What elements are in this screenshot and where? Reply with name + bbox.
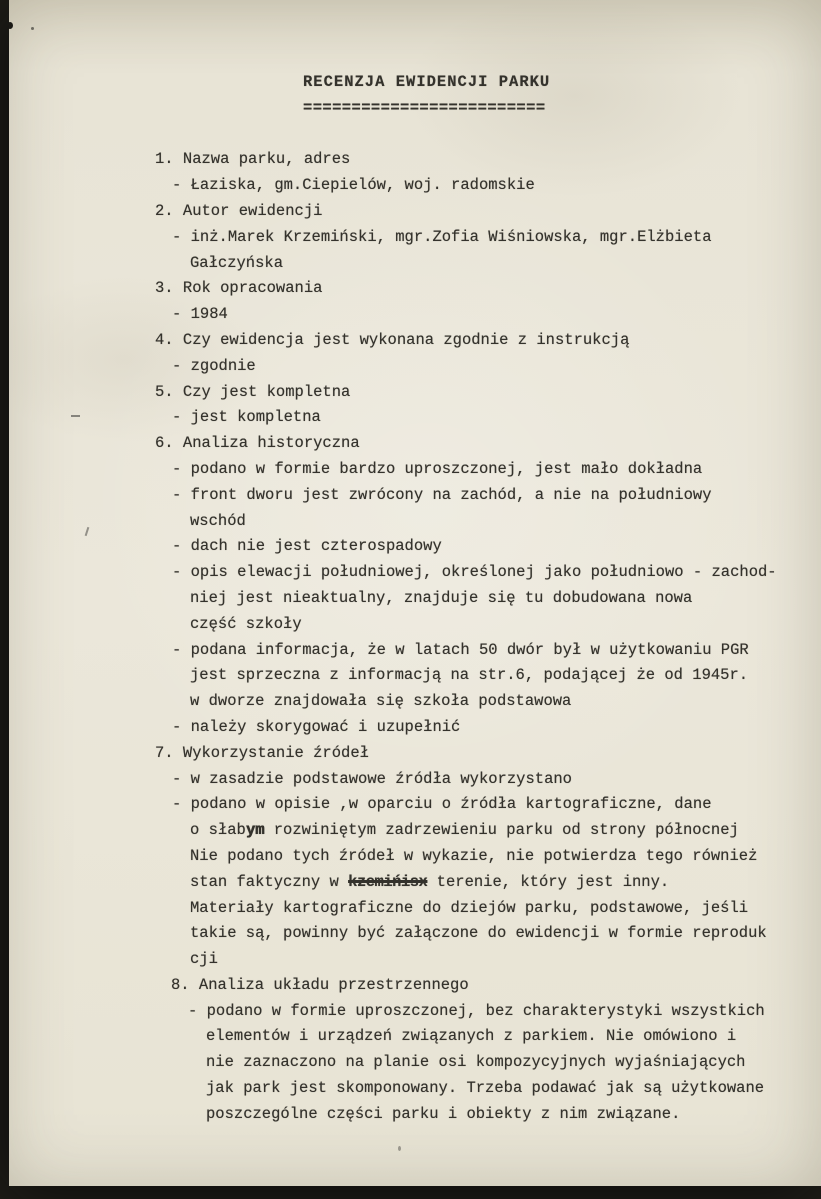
scan-edge-bottom <box>0 1186 821 1199</box>
subitem-line <box>16 1076 821 1102</box>
item-heading <box>0 328 821 354</box>
text-segment: w dworze znajdowała się szkoła podstawowa <box>190 692 572 711</box>
subitem-line <box>16 1024 821 1050</box>
text-segment: stan faktyczny w <box>190 872 349 891</box>
text-segment: inż.Marek Krzemiński, mgr.Zofia Wiśniowska, mgr.Elżbieta <box>190 227 712 246</box>
text-segment: niej jest nieaktualny, znajduje się tu dobudowana nowa <box>190 588 693 607</box>
text-segment: 1984 <box>190 305 228 324</box>
subitem-line <box>16 1102 821 1128</box>
text-segment: podana informacja, że w latach 50 dwór był w użytkowaniu PGR <box>190 640 749 659</box>
subitem-line <box>0 663 821 689</box>
text-segment: o słab <box>190 821 246 840</box>
item-heading-text: Wykorzystanie źródeł <box>182 743 369 762</box>
text-segment: w zasadzie podstawowe źródła wykorzystano <box>190 769 572 788</box>
document-body <box>0 147 821 1127</box>
item-number: 8. <box>171 975 199 994</box>
subitem-line <box>0 947 821 973</box>
item-number: 4. <box>155 330 183 349</box>
dash-marker: - <box>172 640 191 659</box>
item-number: 2. <box>155 201 183 220</box>
subitem-line <box>16 999 821 1025</box>
scan-speck <box>31 27 34 30</box>
text-segment: Nie podano tych źródeł w wykazie, nie potwierdza tego również <box>190 846 758 865</box>
subitem-line <box>0 586 821 612</box>
text-segment: dach nie jest czterospadowy <box>190 537 442 556</box>
text-segment: elementów i urządzeń związanych z parkiem. Nie omówiono i <box>206 1027 737 1046</box>
item-heading-text: Czy ewidencja jest wykonana zgodnie z instrukcją <box>182 330 630 349</box>
text-segment: rozwiniętym zadrzewieniu parku od strony północnej <box>264 821 739 840</box>
item-heading-text: Rok opracowania <box>182 279 323 298</box>
dash-marker: - <box>172 408 191 427</box>
dash-marker: - <box>172 795 191 814</box>
text-segment: opis elewacji południowej, określonej jako południowo - zachod- <box>190 563 777 582</box>
subitem-line <box>0 457 821 483</box>
item-heading <box>0 431 821 457</box>
item-heading-text: Nazwa parku, adres <box>182 150 351 169</box>
dash-marker: - <box>172 227 191 246</box>
dash-marker: - <box>172 769 191 788</box>
subitem-line <box>16 1050 821 1076</box>
scan-speck <box>71 415 80 417</box>
subitem-line <box>0 302 821 328</box>
document-item <box>0 741 821 973</box>
document-item <box>0 431 821 741</box>
text-segment: podano w opisie ,w oparciu o źródła kartograficzne, dane <box>190 795 712 814</box>
item-number: 3. <box>155 279 183 298</box>
item-heading-text: Analiza historyczna <box>182 434 360 453</box>
subitem-line <box>0 251 821 277</box>
item-heading <box>0 276 821 302</box>
overtyped-text: ym <box>245 821 265 840</box>
subitem-line <box>0 173 821 199</box>
dash-marker: - <box>172 459 191 478</box>
dash-marker: - <box>172 717 191 736</box>
text-segment: podano w formie bardzo uproszczonej, jest mało dokładna <box>190 459 703 478</box>
item-number: 7. <box>155 743 183 762</box>
subitem-line <box>0 689 821 715</box>
dash-marker: - <box>172 356 191 375</box>
item-heading <box>0 741 821 767</box>
text-segment: poszczególne części parku i obiekty z nim związane. <box>206 1104 681 1123</box>
dash-marker: - <box>172 537 191 556</box>
struck-text: kzemińisx <box>348 872 428 891</box>
subitem-line <box>0 534 821 560</box>
text-segment: front dworu jest zwrócony na zachód, a nie na południowy <box>190 485 712 504</box>
text-segment: Łaziska, gm.Ciepielów, woj. radomskie <box>190 176 535 195</box>
subitem-line <box>0 767 821 793</box>
text-segment: Gałczyńska <box>190 253 284 272</box>
document-content <box>0 70 821 1128</box>
text-segment: takie są, powinny być załączone do ewidencji w formie reproduk <box>190 924 767 943</box>
item-heading <box>0 199 821 225</box>
document-item <box>0 276 821 328</box>
item-heading-text: Analiza układu przestrzennego <box>198 975 469 994</box>
item-heading-text: Czy jest kompletna <box>182 382 351 401</box>
subitem-line <box>0 896 821 922</box>
subitem-line <box>0 560 821 586</box>
text-segment: jak park jest skomponowany. Trzeba podawać jak są użytkowane <box>206 1079 765 1098</box>
text-segment: jest sprzeczna z informacją na str.6, podającej że od 1945r. <box>190 666 749 685</box>
text-segment: zgodnie <box>190 356 256 375</box>
dash-marker: - <box>188 1001 207 1020</box>
item-heading <box>0 147 821 173</box>
subitem-line <box>0 405 821 431</box>
subitem-line <box>0 870 821 896</box>
text-segment: Materiały kartograficzne do dziejów parku, podstawowe, jeśli <box>190 898 749 917</box>
scan-speck <box>398 1146 401 1151</box>
subitem-line <box>0 844 821 870</box>
text-segment: wschód <box>190 511 246 530</box>
text-segment: terenie, który jest inny. <box>427 872 670 891</box>
item-number: 5. <box>155 382 183 401</box>
text-segment: należy skorygować i uzupełnić <box>190 717 461 736</box>
dash-marker: - <box>172 176 191 195</box>
subitem-line <box>0 792 821 818</box>
document-item <box>0 380 821 432</box>
subitem-line <box>0 354 821 380</box>
dash-marker: - <box>172 485 191 504</box>
scan-edge-left <box>0 0 9 1199</box>
subitem-line <box>0 225 821 251</box>
dash-marker: - <box>172 305 191 324</box>
subitem-line <box>0 638 821 664</box>
subitem-line <box>0 483 821 509</box>
document-title: RECENZJA EWIDENCJI PARKU <box>303 73 551 91</box>
text-segment: nie zaznaczono na planie osi kompozycyjnych wyjaśniających <box>206 1053 746 1072</box>
item-heading <box>0 380 821 406</box>
text-segment: cji <box>190 950 218 969</box>
subitem-line <box>0 818 821 844</box>
text-segment: podano w formie uproszczonej, bez charakterystyki wszystkich <box>206 1001 765 1020</box>
text-segment: część szkoły <box>190 614 302 633</box>
document-item <box>0 328 821 380</box>
subitem-line <box>0 715 821 741</box>
item-number: 6. <box>155 434 183 453</box>
title-underline: ========================= <box>303 98 546 117</box>
subitem-line <box>0 509 821 535</box>
subitem-line <box>0 921 821 947</box>
dash-marker: - <box>172 563 191 582</box>
item-heading <box>16 973 821 999</box>
document-item <box>0 199 821 276</box>
text-segment: jest kompletna <box>190 408 321 427</box>
item-number: 1. <box>155 150 183 169</box>
document-item <box>0 147 821 199</box>
item-heading-text: Autor ewidencji <box>182 201 323 220</box>
subitem-line <box>0 612 821 638</box>
document-item <box>16 973 821 1128</box>
